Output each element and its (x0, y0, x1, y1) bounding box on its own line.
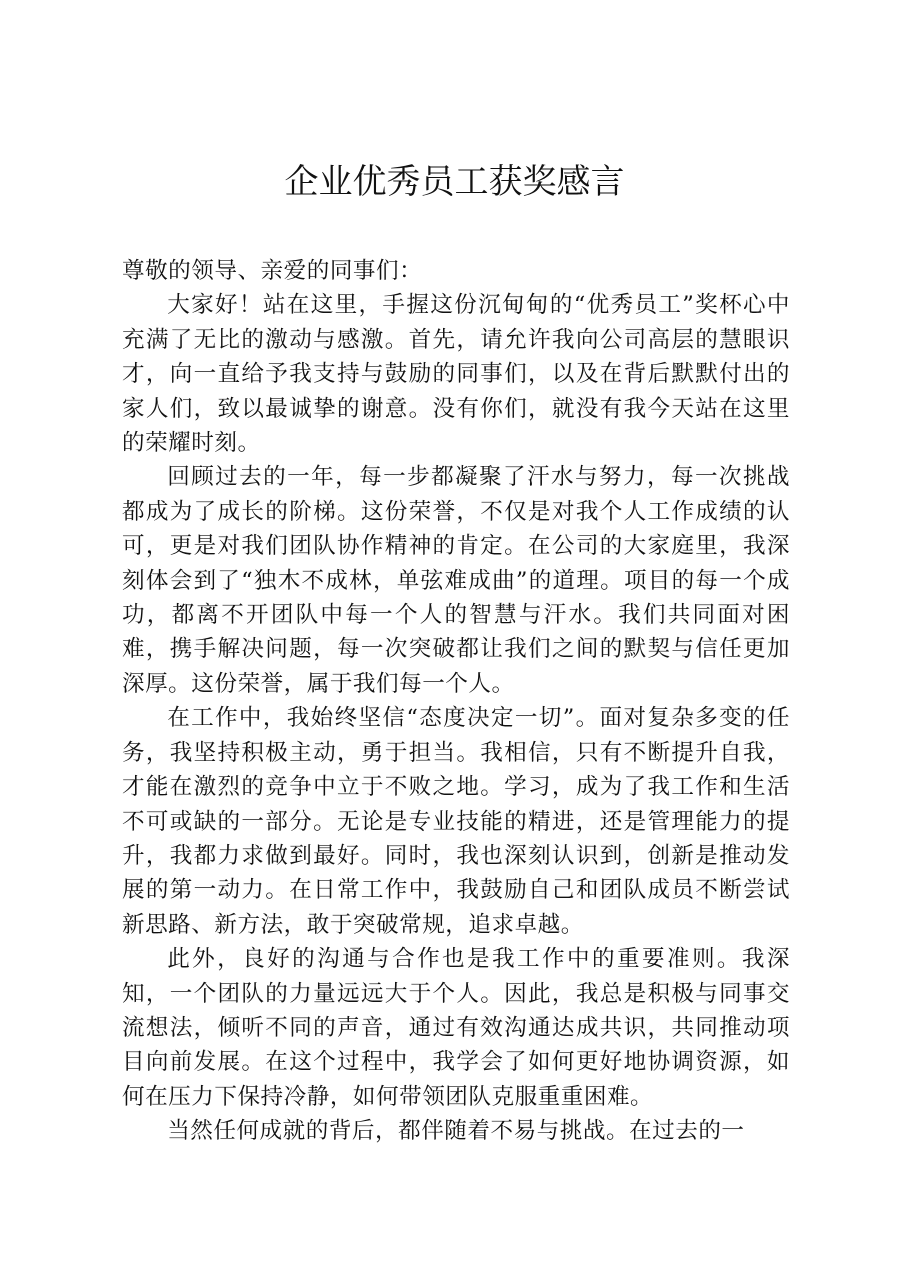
paragraph-2: 回顾过去的一年，每一步都凝聚了汗水与努力，每一次挑战都成为了成长的阶梯。这份荣誉，不仅是对我个人工作成绩的认可，更是对我们团队协作精神的肯定。在公司的大家庭里，我深刻体会到了“独木不成林，单弦难成曲”的道理。项目的每一个成功，都离不开团队中每一个人的智慧与汗水。我们共同面对困难，携手解决问题，每一次突破都让我们之间的默契与信任更加深厚。这份荣誉，属于我们每一个人。 (122, 464, 790, 697)
paragraph-4: 此外，良好的沟通与合作也是我工作中的重要准则。我深知，一个团队的力量远远大于个人。因此，我总是积极与同事交流想法，倾听不同的声音，通过有效沟通达成共识，共同推动项目向前发展。在这个过程中，我学会了如何更好地协调资源，如何在压力下保持冷静，如何带领团队克服重重困难。 (122, 946, 790, 1110)
paragraph-3: 在工作中，我始终坚信“态度决定一切”。面对复杂多变的任务，我坚持积极主动，勇于担当。我相信，只有不断提升自我，才能在激烈的竞争中立于不败之地。学习，成为了我工作和生活不可或缺的一部分。无论是专业技能的精进，还是管理能力的提升，我都力求做到最好。同时，我也深刻认识到，创新是推动发展的第一动力。在日常工作中，我鼓励自己和团队成员不断尝试新思路、新方法，敢于突破常规，追求卓越。 (122, 705, 790, 938)
paragraph-1: 大家好！站在这里，手握这份沉甸甸的“优秀员工”奖杯心中充满了无比的激动与感激。首先，请允许我向公司高层的慧眼识才，向一直给予我支持与鼓励的同事们，以及在背后默默付出的家人们，致以最诚挚的谢意。没有你们，就没有我今天站在这里的荣耀时刻。 (122, 292, 790, 457)
paragraph-5: 当然任何成就的背后，都伴随着不易与挑战。在过去的一 (167, 1118, 745, 1145)
document-title: 企业优秀员工获奖感言 (284, 162, 625, 202)
salutation: 尊敬的领导、亲爱的同事们： (122, 258, 423, 284)
document-body (122, 254, 790, 1149)
